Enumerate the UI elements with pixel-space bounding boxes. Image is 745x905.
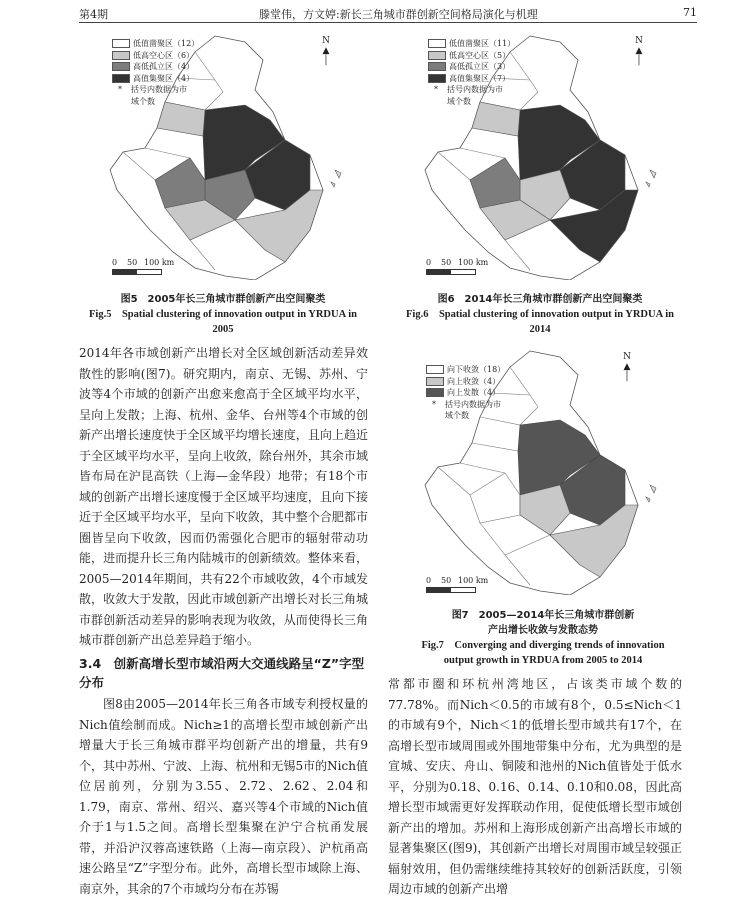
page-header — [79, 4, 697, 23]
legend-note: * 括号内数据为市域个数 — [432, 399, 501, 420]
legend-item: 高低孤立区（4） — [112, 61, 199, 73]
north-arrow-icon: N ▲ │ — [623, 352, 631, 382]
legend-item: 向上收敛（4） — [426, 376, 505, 388]
legend-item: 向上发散（4） — [426, 387, 505, 399]
section-heading: 3.4 创新高增长型市域沿两大交通线路呈“Z”字型分布 — [79, 656, 365, 690]
body-paragraph: 2014年各市域创新产出增长对全区域创新活动差异效散性的影响(图7)。研究期内，南京、无锡、苏州、宁波等4个市域的创新产出愈来愈高于全区域平均水平，呈向上发散；上海、杭州、金华、台州等4个市域的创新产出增长速度快于全区域平均增长速度，且向上趋近于全区域平均水平，呈向上收敛，除台州外，其余市域皆布局在沪昆高铁（上海—金华段）地带；有18个市域的创新产出增长速度慢于全区域平均速度，且向下接近于全区域平均水平，呈向下收敛，其中整个合肥都市圈皆呈向下收敛，因而仍需强化合肥市的辐射带动功能，进而提升长三角内陆城市的创新绩效。整体来看，2005—2014年期间，共有22个市域收敛，4个市域发散，收敛大于发散，因此市域创新产出增长对长三角城市群创新活动差异的影响表现为收敛，从而使得长三角城市群创新产出总差异趋于缩小。 — [79, 346, 368, 647]
page-number: 71 — [683, 6, 697, 19]
fig6-legend — [428, 38, 515, 107]
body-paragraph: 常都市圈和环杭州湾地区，占该类市域个数的77.78%。而Nich＜0.5的市域有8个，0.5≤Nich＜1的市域有9个，Nich＜1的低增长型市域共有17个，在高增长型市域周围或外围地带集中分布，尤为典型的是宣城、安庆、舟山、铜陵和池州的Nich值皆处于低水平，分别为0.18、0.16、0.14、0.10和0.08，因此高增长型市域需更好发挥联动作用，促使低增长型市域创新产出的增加。苏州和上海形成创新产出高增长市域的显著集聚区(图9)，其创新产出增长对周围市域呈较强正辐射效用，但仍需继续维持其较好的创新活跃度，引领周边市域的创新产出增 — [388, 677, 682, 896]
legend-note: * 括号内数据为市域个数 — [118, 85, 187, 106]
fig5-caption: 图5 2005年长三角城市群创新产出空间聚类 Fig.5 Spatial clustering of innovation output in YRDUA in 2005 — [89, 294, 357, 335]
north-arrow-icon: N ▲ │ — [322, 36, 330, 66]
legend-item: 向下收敛（18） — [426, 364, 505, 376]
north-arrow-icon: N ▲ │ — [635, 36, 643, 66]
fig7-legend — [426, 364, 505, 422]
legend-item: 低高空心区（5） — [428, 50, 515, 62]
running-title: 滕堂伟，方文婷:新长三角城市群创新空间格局演化与机理 — [259, 8, 538, 21]
legend-item: 低高空心区（6） — [112, 50, 199, 62]
legend-item: 高低孤立区（3） — [428, 61, 515, 73]
legend-note: * 括号内数据为市域个数 — [434, 85, 503, 106]
legend-item: 高值集聚区（7） — [428, 73, 515, 85]
legend-item: 低值凿聚区（12） — [112, 38, 199, 50]
legend-item: 高值集聚区（4） — [112, 73, 199, 85]
body-paragraph: 图8由2005—2014年长三角各市域专利授权量的Nich值绘制而成。Nich≥1的高增长型市域创新产出增量大于长三角城市群平均创新产出的增量，共有9个，其中苏州、宁波、上海、杭州和无锡5市的Nich值位居前列，分别为3.55、2.72、2.62、2.04和1.79，南京、常州、绍兴、嘉兴等4个市域的Nich值介于1与1.5之间。高增长型集聚在沪宁合杭甬发展带，并沿沪汉蓉高速铁路（上海—南京段）、沪杭甬高速公路呈“Z”字型分布。此外，高增长型市域除上海、南京外，其余的7个市域均分布在苏锡 — [79, 697, 368, 896]
issue-label: 第4期 — [79, 8, 108, 21]
fig6-caption: 图6 2014年长三角城市群创新产出空间聚类 Fig.6 Spatial clustering of innovation output in YRDUA in 2014 — [406, 294, 674, 335]
fig7-caption: 图7 2005—2014年长三角城市群创新 产出增长收敛与发散态势 Fig.7 Converging and diverging trends of innovation output growth in YRDUA from 2005 to 2014 — [421, 610, 665, 666]
legend-item: 低值凿聚区（11） — [428, 38, 515, 50]
fig5-legend — [112, 38, 199, 107]
